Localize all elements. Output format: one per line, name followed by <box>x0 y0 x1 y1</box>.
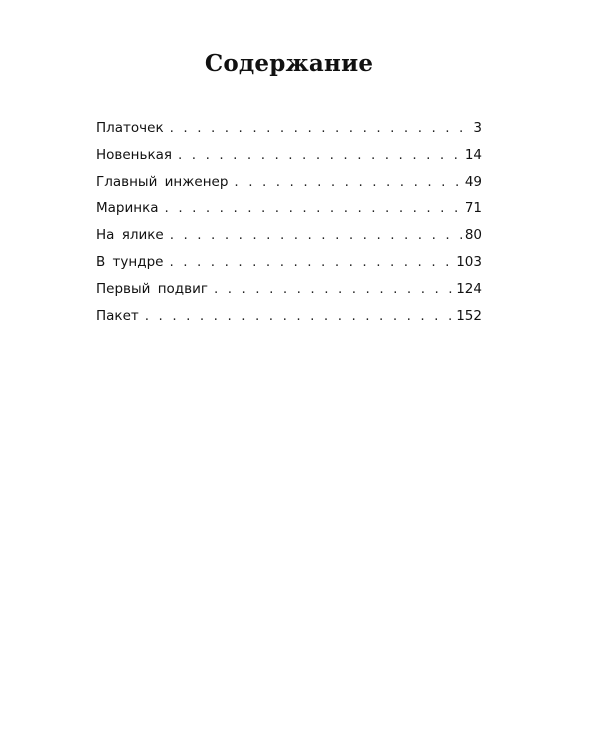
table-of-contents <box>96 115 482 329</box>
toc-entry <box>96 195 482 222</box>
toc-entry-page: 124 <box>456 280 482 297</box>
toc-entry-page: 3 <box>473 120 482 136</box>
toc-entry <box>96 169 482 196</box>
dot-leader <box>139 303 456 330</box>
toc-entry <box>96 115 482 142</box>
dot-leader <box>164 115 474 142</box>
dot-leader <box>164 222 465 249</box>
toc-entry-page: 152 <box>456 307 482 324</box>
toc-entry-page: 14 <box>464 146 482 163</box>
toc-entry-title: Пакет <box>96 307 139 324</box>
dot-leader <box>172 142 465 169</box>
toc-entry-title: Главный инженер <box>96 173 229 190</box>
toc-entry-title: Первый подвиг <box>96 280 208 297</box>
toc-entry-page: 49 <box>464 173 482 190</box>
toc-entry <box>96 142 482 169</box>
toc-entry-title: Платочек <box>96 120 164 136</box>
dot-leader <box>163 249 456 276</box>
toc-entry-page: 80 <box>464 227 482 244</box>
dot-leader <box>228 169 464 196</box>
toc-entry-title: На ялике <box>96 227 164 244</box>
dot-leader <box>159 195 465 222</box>
toc-entry <box>96 249 482 276</box>
page-title: Содержание <box>204 50 374 77</box>
toc-entry-title: Новенькая <box>96 146 173 163</box>
toc-entry-title: В тундре <box>96 253 164 270</box>
toc-entry-page: 103 <box>456 253 482 270</box>
dot-leader <box>208 276 456 303</box>
toc-entry-title: Маринка <box>96 200 159 217</box>
toc-entry <box>96 276 482 303</box>
toc-entry-page: 71 <box>464 200 482 217</box>
toc-entry <box>96 222 482 249</box>
toc-entry <box>96 303 482 330</box>
